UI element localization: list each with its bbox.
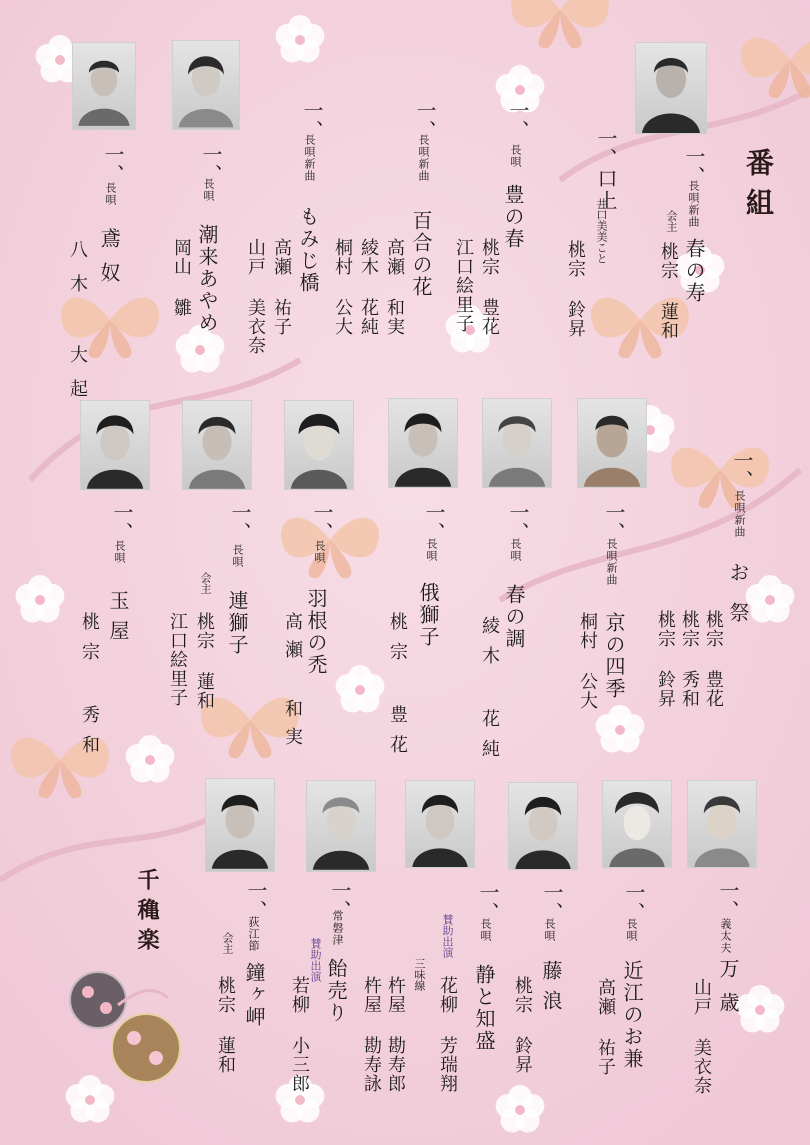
portrait-photo <box>577 398 647 488</box>
portrait-photo <box>482 398 552 488</box>
portrait-photo <box>635 42 707 134</box>
program-marker: 一、 <box>602 502 626 542</box>
program-marker: 一、 <box>682 146 706 186</box>
program-marker: 一、 <box>506 502 530 542</box>
program-title: お祭 <box>726 562 750 642</box>
program-genre: 長唄 <box>202 178 215 202</box>
program-genre: 長唄新曲 <box>303 134 316 182</box>
portrait-photo <box>172 40 240 130</box>
program-genre: 長唄 <box>313 540 326 564</box>
performer-name: 杵屋 勘寿郎 <box>385 976 406 1093</box>
program-title: もみじ橋 <box>296 206 320 294</box>
portrait-photo <box>306 780 376 872</box>
program-genre: 長唄 <box>509 538 522 562</box>
performer-name: 桃宗 蓮和 <box>194 612 215 710</box>
program-marker: 一、 <box>594 128 618 168</box>
program-genre: 長唄新曲 <box>687 180 700 228</box>
program-title: 連獅子 <box>225 590 249 656</box>
program-genre: 長唄 <box>509 144 522 168</box>
portrait-photo <box>602 780 672 868</box>
program-title: 玉屋 <box>106 590 130 650</box>
temari-ball-icon <box>38 950 198 1100</box>
program-genre: 常磐津 <box>331 910 344 946</box>
program-genre: 長唄 <box>231 544 244 568</box>
program-marker: 一、 <box>476 882 500 922</box>
performer-name: 桃宗 豊花 <box>479 238 500 336</box>
portrait-photo <box>687 780 757 868</box>
program-title: 潮来あやめ <box>195 224 219 334</box>
program-marker: 一、 <box>540 882 564 922</box>
performer-name: 若柳 小三郎 <box>289 976 310 1093</box>
performer-name: 山戸 美衣奈 <box>691 978 712 1095</box>
program-genre: 長唄 <box>425 538 438 562</box>
program-title: 近江のお兼 <box>620 960 644 1070</box>
program-marker: 一、 <box>622 882 646 922</box>
performer-name: 桃宗 秀和 <box>79 612 100 765</box>
program-genre: 長唄 <box>104 182 117 206</box>
performer-name: 桃宗 蓮和 <box>215 976 236 1074</box>
program-marker: 一、 <box>110 502 134 542</box>
performer-name: 桐村 公大 <box>332 238 353 336</box>
performer-name: 高瀬 祐子 <box>595 978 616 1076</box>
program-marker: 一、 <box>328 880 352 920</box>
performer-role: 会主 <box>199 572 212 594</box>
program-title: 飴売り <box>324 958 348 1024</box>
portrait-photo <box>284 400 354 490</box>
group-heading: 千穐楽 <box>134 868 160 958</box>
program-genre: 義太夫 <box>719 918 732 954</box>
performer-name: 綾木 花純 <box>358 238 379 336</box>
program-title: 俄獅子 <box>416 582 440 648</box>
program-genre: 長唄 <box>625 918 638 942</box>
performer-name: 桃宗 豊花 <box>387 612 408 765</box>
performer-name: 高瀬 和実 <box>282 612 303 755</box>
performer-name: 綾木 花純 <box>479 616 500 769</box>
program-genre: 荻江節 <box>247 916 260 952</box>
portrait-photo <box>405 780 475 868</box>
performer-name: 桃宗 蓮和 <box>658 242 679 340</box>
program-title: 百合の花 <box>409 210 433 298</box>
program-marker: 一、 <box>716 880 740 920</box>
performer-name: 桃宗 秀和 <box>679 610 700 708</box>
program-genre: 長唄 <box>479 918 492 942</box>
guest-performer-label: 賛助出演 <box>309 938 322 982</box>
portrait-photo <box>205 778 275 872</box>
program-title: 静と知盛 <box>472 964 496 1052</box>
program-genre: 長唄新曲 <box>417 134 430 182</box>
performer-name: 桃宗 鈴昇 <box>655 610 676 708</box>
performer-name: 山戸 美衣奈 <box>245 238 266 355</box>
program-marker: 一、 <box>101 144 125 184</box>
performer-role: 会主 <box>221 932 234 954</box>
performer-role: 会主 <box>665 210 678 232</box>
program-marker: 一、 <box>422 502 446 542</box>
performer-name: 高瀬 祐子 <box>271 238 292 336</box>
portrait-photo <box>182 400 252 490</box>
performer-name: 桐村 公大 <box>577 612 598 710</box>
program-marker: 一、 <box>310 502 334 542</box>
performer-name: 桃宗 豊花 <box>703 610 724 708</box>
program-heading: 番組 <box>742 148 775 228</box>
program-title: 京の四季 <box>602 612 626 700</box>
program-marker: 一、 <box>300 100 324 140</box>
program-title: 羽根の禿 <box>304 588 328 676</box>
guest-performer-label: 賛助出演 <box>441 914 454 958</box>
portrait-photo <box>80 400 150 490</box>
program-marker: 一、 <box>228 502 252 542</box>
performer-name: 花柳 芳瑞翔 <box>437 976 458 1093</box>
program-marker: 一、 <box>730 450 754 490</box>
performer-name: 八木 大起 <box>67 240 88 413</box>
portrait-photo <box>72 42 136 130</box>
program-marker: 一、 <box>244 880 268 920</box>
performer-name: 杵屋 勘寿詠 <box>361 976 382 1093</box>
program-marker: 一、 <box>199 144 223 184</box>
program-genre: 長唄新曲 <box>733 490 746 538</box>
performer-name: 岡山 雛 <box>171 238 192 317</box>
program-genre: 長唄新曲 <box>605 538 618 586</box>
program-title: 豊の春 <box>501 184 525 250</box>
program-genre: 長唄 <box>113 540 126 564</box>
program-title: 鳶奴 <box>97 228 121 296</box>
program-title: 万歳 <box>716 958 740 1026</box>
performer-name: 江口絵里子 <box>167 612 188 707</box>
performer-role: 井口美美こと <box>595 198 608 264</box>
program-genre: 長唄 <box>543 918 556 942</box>
program-title: 春の調 <box>502 584 526 650</box>
performer-name: 桃宗 鈴昇 <box>512 976 533 1074</box>
performer-role: 三味線 <box>413 958 426 991</box>
program-title: 鐘ヶ岬 <box>242 962 266 1028</box>
performer-name: 桃宗 鈴昇 <box>565 240 586 338</box>
portrait-photo <box>388 398 458 488</box>
portrait-photo <box>508 782 578 870</box>
program-title: 口上 <box>594 168 618 212</box>
performer-name: 高瀬 和実 <box>384 238 405 336</box>
performer-name: 江口絵里子 <box>453 238 474 333</box>
program-marker: 一、 <box>413 100 437 140</box>
program-title: 春の寿 <box>682 238 706 304</box>
program-title: 藤浪 <box>539 960 563 1020</box>
program-marker: 一、 <box>506 100 530 140</box>
